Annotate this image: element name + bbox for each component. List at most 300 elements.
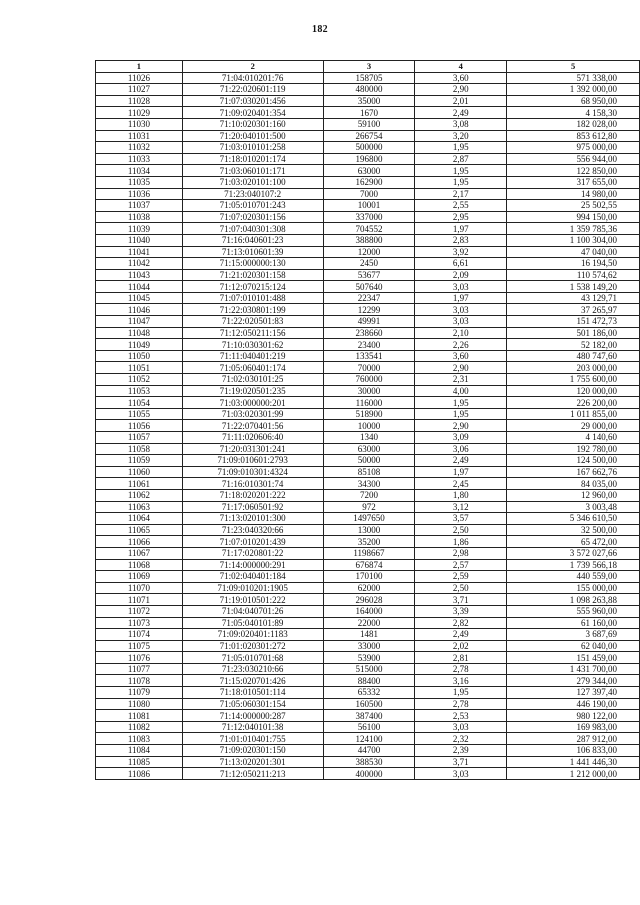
cadastral-number-cell: 71:11:020606:40 xyxy=(182,432,323,444)
cadastral-number-cell: 71:07:010201:439 xyxy=(182,536,323,548)
cadastral-number-cell: 71:13:020101:300 xyxy=(182,513,323,525)
rate-cell: 2,01 xyxy=(415,95,507,107)
table-row xyxy=(96,339,640,351)
value-cell: 14 980,00 xyxy=(507,188,640,200)
rate-cell: 3,12 xyxy=(415,501,507,513)
row-number-cell: 11077 xyxy=(96,663,183,675)
area-cell: 12000 xyxy=(323,246,415,258)
value-cell: 1 359 785,36 xyxy=(507,223,640,235)
cadastral-number-cell: 71:10:030301:62 xyxy=(182,339,323,351)
value-cell: 68 950,00 xyxy=(507,95,640,107)
table-row xyxy=(96,733,640,745)
cadastral-number-cell: 71:19:020501:235 xyxy=(182,385,323,397)
area-cell: 7000 xyxy=(323,188,415,200)
value-cell: 5 346 610,50 xyxy=(507,513,640,525)
area-cell: 388800 xyxy=(323,234,415,246)
area-cell: 160500 xyxy=(323,698,415,710)
table-row xyxy=(96,768,640,780)
row-number-cell: 11028 xyxy=(96,95,183,107)
value-cell: 3 003,48 xyxy=(507,501,640,513)
value-cell: 12 960,00 xyxy=(507,489,640,501)
rate-cell: 2,49 xyxy=(415,455,507,467)
cadastral-number-cell: 71:15:000000:130 xyxy=(182,258,323,270)
column-header-1: 1 xyxy=(96,61,183,73)
rate-cell: 2,39 xyxy=(415,745,507,757)
cadastral-number-cell: 71:01:020301:272 xyxy=(182,640,323,652)
value-cell: 1 739 566,18 xyxy=(507,559,640,571)
cadastral-number-cell: 71:22:030801:199 xyxy=(182,304,323,316)
row-number-cell: 11076 xyxy=(96,652,183,664)
value-cell: 853 612,80 xyxy=(507,130,640,142)
area-cell: 507640 xyxy=(323,281,415,293)
area-cell: 22347 xyxy=(323,292,415,304)
table-row xyxy=(96,316,640,328)
table-row xyxy=(96,95,640,107)
table-row xyxy=(96,385,640,397)
value-cell: 16 194,50 xyxy=(507,258,640,270)
table-row xyxy=(96,200,640,212)
table-row xyxy=(96,223,640,235)
cadastral-number-cell: 71:23:040320:66 xyxy=(182,524,323,536)
area-cell: 34300 xyxy=(323,478,415,490)
rate-cell: 2,53 xyxy=(415,710,507,722)
value-cell: 37 265,97 xyxy=(507,304,640,316)
table-row xyxy=(96,478,640,490)
table-row xyxy=(96,745,640,757)
table-row xyxy=(96,756,640,768)
table-row xyxy=(96,327,640,339)
cadastral-number-cell: 71:03:000000:201 xyxy=(182,397,323,409)
row-number-cell: 11052 xyxy=(96,374,183,386)
table-row xyxy=(96,258,640,270)
rate-cell: 3,03 xyxy=(415,304,507,316)
cadastral-number-cell: 71:04:040701:26 xyxy=(182,605,323,617)
row-number-cell: 11037 xyxy=(96,200,183,212)
cadastral-number-cell: 71:01:010401:755 xyxy=(182,733,323,745)
rate-cell: 1,95 xyxy=(415,687,507,699)
rate-cell: 1,97 xyxy=(415,223,507,235)
area-cell: 65332 xyxy=(323,687,415,699)
row-number-cell: 11050 xyxy=(96,350,183,362)
value-cell: 61 160,00 xyxy=(507,617,640,629)
row-number-cell: 11051 xyxy=(96,362,183,374)
area-cell: 1198667 xyxy=(323,547,415,559)
cadastral-number-cell: 71:07:010101:488 xyxy=(182,292,323,304)
cadastral-number-cell: 71:05:040101:89 xyxy=(182,617,323,629)
value-cell: 155 000,00 xyxy=(507,582,640,594)
rate-cell: 3,03 xyxy=(415,281,507,293)
rate-cell: 2,95 xyxy=(415,211,507,223)
table-row xyxy=(96,350,640,362)
row-number-cell: 11049 xyxy=(96,339,183,351)
value-cell: 47 040,00 xyxy=(507,246,640,258)
column-header-3: 3 xyxy=(323,61,415,73)
table-row xyxy=(96,710,640,722)
area-cell: 10001 xyxy=(323,200,415,212)
value-cell: 106 833,00 xyxy=(507,745,640,757)
rate-cell: 2,32 xyxy=(415,733,507,745)
cadastral-number-cell: 71:12:040101:38 xyxy=(182,721,323,733)
rate-cell: 2,17 xyxy=(415,188,507,200)
area-cell: 158705 xyxy=(323,72,415,84)
cadastral-number-cell: 71:04:010201:76 xyxy=(182,72,323,84)
value-cell: 440 559,00 xyxy=(507,571,640,583)
table-row xyxy=(96,420,640,432)
row-number-cell: 11068 xyxy=(96,559,183,571)
table-row xyxy=(96,118,640,130)
table-row xyxy=(96,536,640,548)
rate-cell: 3,03 xyxy=(415,721,507,733)
row-number-cell: 11044 xyxy=(96,281,183,293)
table-row xyxy=(96,629,640,641)
table-row xyxy=(96,640,640,652)
table-row xyxy=(96,513,640,525)
land-plot-table xyxy=(95,60,640,780)
area-cell: 53900 xyxy=(323,652,415,664)
value-cell: 151 472,73 xyxy=(507,316,640,328)
rate-cell: 2,49 xyxy=(415,629,507,641)
row-number-cell: 11034 xyxy=(96,165,183,177)
rate-cell: 1,97 xyxy=(415,466,507,478)
row-number-cell: 11085 xyxy=(96,756,183,768)
value-cell: 1 392 000,00 xyxy=(507,84,640,96)
table-row xyxy=(96,721,640,733)
value-cell: 4 140,60 xyxy=(507,432,640,444)
rate-cell: 3,57 xyxy=(415,513,507,525)
rate-cell: 1,97 xyxy=(415,292,507,304)
row-number-cell: 11039 xyxy=(96,223,183,235)
cadastral-number-cell: 71:15:020701:426 xyxy=(182,675,323,687)
rate-cell: 2,26 xyxy=(415,339,507,351)
rate-cell: 3,03 xyxy=(415,768,507,780)
row-number-cell: 11060 xyxy=(96,466,183,478)
area-cell: 1340 xyxy=(323,432,415,444)
cadastral-number-cell: 71:05:060301:154 xyxy=(182,698,323,710)
area-cell: 33000 xyxy=(323,640,415,652)
cadastral-number-cell: 71:19:010501:222 xyxy=(182,594,323,606)
table-row xyxy=(96,269,640,281)
value-cell: 317 655,00 xyxy=(507,176,640,188)
rate-cell: 3,06 xyxy=(415,443,507,455)
cadastral-number-cell: 71:23:030210:66 xyxy=(182,663,323,675)
value-cell: 994 150,00 xyxy=(507,211,640,223)
cadastral-number-cell: 71:14:000000:287 xyxy=(182,710,323,722)
cadastral-number-cell: 71:07:030201:456 xyxy=(182,95,323,107)
rate-cell: 2,78 xyxy=(415,663,507,675)
table-row xyxy=(96,443,640,455)
rate-cell: 2,59 xyxy=(415,571,507,583)
row-number-cell: 11058 xyxy=(96,443,183,455)
row-number-cell: 11075 xyxy=(96,640,183,652)
row-number-cell: 11083 xyxy=(96,733,183,745)
rate-cell: 2,87 xyxy=(415,153,507,165)
table-row xyxy=(96,153,640,165)
rate-cell: 2,98 xyxy=(415,547,507,559)
row-number-cell: 11084 xyxy=(96,745,183,757)
value-cell: 32 500,00 xyxy=(507,524,640,536)
area-cell: 7200 xyxy=(323,489,415,501)
row-number-cell: 11073 xyxy=(96,617,183,629)
table-row xyxy=(96,582,640,594)
cadastral-number-cell: 71:03:060101:171 xyxy=(182,165,323,177)
area-cell: 62000 xyxy=(323,582,415,594)
rate-cell: 2,78 xyxy=(415,698,507,710)
rate-cell: 2,90 xyxy=(415,420,507,432)
rate-cell: 2,90 xyxy=(415,84,507,96)
area-cell: 164000 xyxy=(323,605,415,617)
rate-cell: 3,39 xyxy=(415,605,507,617)
rate-cell: 1,80 xyxy=(415,489,507,501)
cadastral-number-cell: 71:12:050211:213 xyxy=(182,768,323,780)
area-cell: 12299 xyxy=(323,304,415,316)
area-cell: 30000 xyxy=(323,385,415,397)
cadastral-number-cell: 71:11:040401:219 xyxy=(182,350,323,362)
table-row xyxy=(96,292,640,304)
value-cell: 501 186,00 xyxy=(507,327,640,339)
rate-cell: 1,95 xyxy=(415,408,507,420)
column-header-4: 4 xyxy=(415,61,507,73)
value-cell: 25 502,55 xyxy=(507,200,640,212)
area-cell: 10000 xyxy=(323,420,415,432)
table-row xyxy=(96,571,640,583)
row-number-cell: 11059 xyxy=(96,455,183,467)
value-cell: 1 538 149,20 xyxy=(507,281,640,293)
cadastral-number-cell: 71:16:010301:74 xyxy=(182,478,323,490)
area-cell: 50000 xyxy=(323,455,415,467)
area-cell: 2450 xyxy=(323,258,415,270)
row-number-cell: 11055 xyxy=(96,408,183,420)
rate-cell: 3,92 xyxy=(415,246,507,258)
row-number-cell: 11086 xyxy=(96,768,183,780)
cadastral-number-cell: 71:13:010601:39 xyxy=(182,246,323,258)
table-row xyxy=(96,165,640,177)
cadastral-number-cell: 71:17:060501:92 xyxy=(182,501,323,513)
rate-cell: 2,90 xyxy=(415,362,507,374)
cadastral-number-cell: 71:22:020501:83 xyxy=(182,316,323,328)
table-row xyxy=(96,594,640,606)
cadastral-number-cell: 71:12:050211:156 xyxy=(182,327,323,339)
area-cell: 515000 xyxy=(323,663,415,675)
area-cell: 704552 xyxy=(323,223,415,235)
rate-cell: 3,16 xyxy=(415,675,507,687)
rate-cell: 3,60 xyxy=(415,350,507,362)
row-number-cell: 11040 xyxy=(96,234,183,246)
cadastral-number-cell: 71:07:040301:308 xyxy=(182,223,323,235)
rate-cell: 2,49 xyxy=(415,107,507,119)
area-cell: 63000 xyxy=(323,443,415,455)
table-row xyxy=(96,432,640,444)
value-cell: 4 158,30 xyxy=(507,107,640,119)
table-row xyxy=(96,524,640,536)
cadastral-number-cell: 71:09:010301:4324 xyxy=(182,466,323,478)
value-cell: 571 338,00 xyxy=(507,72,640,84)
table-row xyxy=(96,408,640,420)
area-cell: 44700 xyxy=(323,745,415,757)
value-cell: 975 000,00 xyxy=(507,142,640,154)
area-cell: 337000 xyxy=(323,211,415,223)
table-row xyxy=(96,188,640,200)
value-cell: 124 500,00 xyxy=(507,455,640,467)
value-cell: 3 572 027,66 xyxy=(507,547,640,559)
cadastral-number-cell: 71:03:020301:99 xyxy=(182,408,323,420)
row-number-cell: 11071 xyxy=(96,594,183,606)
value-cell: 203 000,00 xyxy=(507,362,640,374)
row-number-cell: 11078 xyxy=(96,675,183,687)
cadastral-number-cell: 71:09:020301:150 xyxy=(182,745,323,757)
area-cell: 35000 xyxy=(323,95,415,107)
table-row xyxy=(96,652,640,664)
area-cell: 500000 xyxy=(323,142,415,154)
table-row xyxy=(96,617,640,629)
rate-cell: 2,02 xyxy=(415,640,507,652)
table-row xyxy=(96,142,640,154)
row-number-cell: 11069 xyxy=(96,571,183,583)
row-number-cell: 11026 xyxy=(96,72,183,84)
cadastral-number-cell: 71:13:020201:301 xyxy=(182,756,323,768)
cadastral-number-cell: 71:07:020301:156 xyxy=(182,211,323,223)
value-cell: 480 747,60 xyxy=(507,350,640,362)
rate-cell: 3,71 xyxy=(415,594,507,606)
row-number-cell: 11036 xyxy=(96,188,183,200)
rate-cell: 3,20 xyxy=(415,130,507,142)
value-cell: 556 944,00 xyxy=(507,153,640,165)
row-number-cell: 11047 xyxy=(96,316,183,328)
row-number-cell: 11053 xyxy=(96,385,183,397)
rate-cell: 2,83 xyxy=(415,234,507,246)
value-cell: 110 574,62 xyxy=(507,269,640,281)
value-cell: 1 755 600,00 xyxy=(507,374,640,386)
table-row xyxy=(96,698,640,710)
row-number-cell: 11035 xyxy=(96,176,183,188)
cadastral-number-cell: 71:03:010101:258 xyxy=(182,142,323,154)
area-cell: 170100 xyxy=(323,571,415,583)
cadastral-number-cell: 71:18:020201:222 xyxy=(182,489,323,501)
cadastral-number-cell: 71:02:040401:184 xyxy=(182,571,323,583)
rate-cell: 3,71 xyxy=(415,756,507,768)
cadastral-number-cell: 71:12:070215:124 xyxy=(182,281,323,293)
cadastral-number-cell: 71:17:020801:22 xyxy=(182,547,323,559)
cadastral-number-cell: 71:09:020401:1183 xyxy=(182,629,323,641)
area-cell: 35200 xyxy=(323,536,415,548)
value-cell: 279 344,00 xyxy=(507,675,640,687)
rate-cell: 1,95 xyxy=(415,165,507,177)
value-cell: 122 850,00 xyxy=(507,165,640,177)
area-cell: 480000 xyxy=(323,84,415,96)
row-number-cell: 11048 xyxy=(96,327,183,339)
value-cell: 1 431 700,00 xyxy=(507,663,640,675)
rate-cell: 6,61 xyxy=(415,258,507,270)
row-number-cell: 11031 xyxy=(96,130,183,142)
cadastral-number-cell: 71:16:040601:23 xyxy=(182,234,323,246)
cadastral-number-cell: 71:09:020401:354 xyxy=(182,107,323,119)
table-row xyxy=(96,130,640,142)
value-cell: 43 129,71 xyxy=(507,292,640,304)
row-number-cell: 11082 xyxy=(96,721,183,733)
cadastral-number-cell: 71:09:010201:1905 xyxy=(182,582,323,594)
area-cell: 63000 xyxy=(323,165,415,177)
area-cell: 116000 xyxy=(323,397,415,409)
table-row xyxy=(96,176,640,188)
table-row xyxy=(96,362,640,374)
table-header-row xyxy=(96,61,640,73)
value-cell: 226 200,00 xyxy=(507,397,640,409)
row-number-cell: 11045 xyxy=(96,292,183,304)
table-row xyxy=(96,605,640,617)
cadastral-number-cell: 71:20:040101:500 xyxy=(182,130,323,142)
cadastral-number-cell: 71:18:010501:114 xyxy=(182,687,323,699)
area-cell: 296028 xyxy=(323,594,415,606)
row-number-cell: 11046 xyxy=(96,304,183,316)
table-row xyxy=(96,466,640,478)
area-cell: 972 xyxy=(323,501,415,513)
row-number-cell: 11061 xyxy=(96,478,183,490)
rate-cell: 3,60 xyxy=(415,72,507,84)
value-cell: 65 472,00 xyxy=(507,536,640,548)
row-number-cell: 11072 xyxy=(96,605,183,617)
table-row xyxy=(96,72,640,84)
area-cell: 124100 xyxy=(323,733,415,745)
value-cell: 980 122,00 xyxy=(507,710,640,722)
value-cell: 446 190,00 xyxy=(507,698,640,710)
table-row xyxy=(96,234,640,246)
table-row xyxy=(96,107,640,119)
rate-cell: 2,31 xyxy=(415,374,507,386)
value-cell: 1 098 263,88 xyxy=(507,594,640,606)
area-cell: 59100 xyxy=(323,118,415,130)
value-cell: 62 040,00 xyxy=(507,640,640,652)
table-body xyxy=(96,72,640,779)
row-number-cell: 11081 xyxy=(96,710,183,722)
cadastral-number-cell: 71:18:010201:174 xyxy=(182,153,323,165)
area-cell: 85108 xyxy=(323,466,415,478)
table-row xyxy=(96,501,640,513)
area-cell: 266754 xyxy=(323,130,415,142)
row-number-cell: 11041 xyxy=(96,246,183,258)
row-number-cell: 11066 xyxy=(96,536,183,548)
rate-cell: 3,03 xyxy=(415,316,507,328)
value-cell: 555 960,00 xyxy=(507,605,640,617)
area-cell: 387400 xyxy=(323,710,415,722)
rate-cell: 2,10 xyxy=(415,327,507,339)
row-number-cell: 11064 xyxy=(96,513,183,525)
table-row xyxy=(96,547,640,559)
value-cell: 1 441 446,30 xyxy=(507,756,640,768)
table-row xyxy=(96,559,640,571)
row-number-cell: 11074 xyxy=(96,629,183,641)
rate-cell: 1,95 xyxy=(415,397,507,409)
area-cell: 49991 xyxy=(323,316,415,328)
value-cell: 182 028,00 xyxy=(507,118,640,130)
row-number-cell: 11063 xyxy=(96,501,183,513)
cadastral-number-cell: 71:05:010701:243 xyxy=(182,200,323,212)
area-cell: 88400 xyxy=(323,675,415,687)
area-cell: 1670 xyxy=(323,107,415,119)
table-row xyxy=(96,374,640,386)
row-number-cell: 11056 xyxy=(96,420,183,432)
rate-cell: 2,57 xyxy=(415,559,507,571)
row-number-cell: 11027 xyxy=(96,84,183,96)
row-number-cell: 11062 xyxy=(96,489,183,501)
row-number-cell: 11065 xyxy=(96,524,183,536)
row-number-cell: 11038 xyxy=(96,211,183,223)
value-cell: 29 000,00 xyxy=(507,420,640,432)
row-number-cell: 11057 xyxy=(96,432,183,444)
cadastral-number-cell: 71:22:070401:56 xyxy=(182,420,323,432)
row-number-cell: 11030 xyxy=(96,118,183,130)
value-cell: 1 100 304,00 xyxy=(507,234,640,246)
row-number-cell: 11054 xyxy=(96,397,183,409)
table-row xyxy=(96,84,640,96)
